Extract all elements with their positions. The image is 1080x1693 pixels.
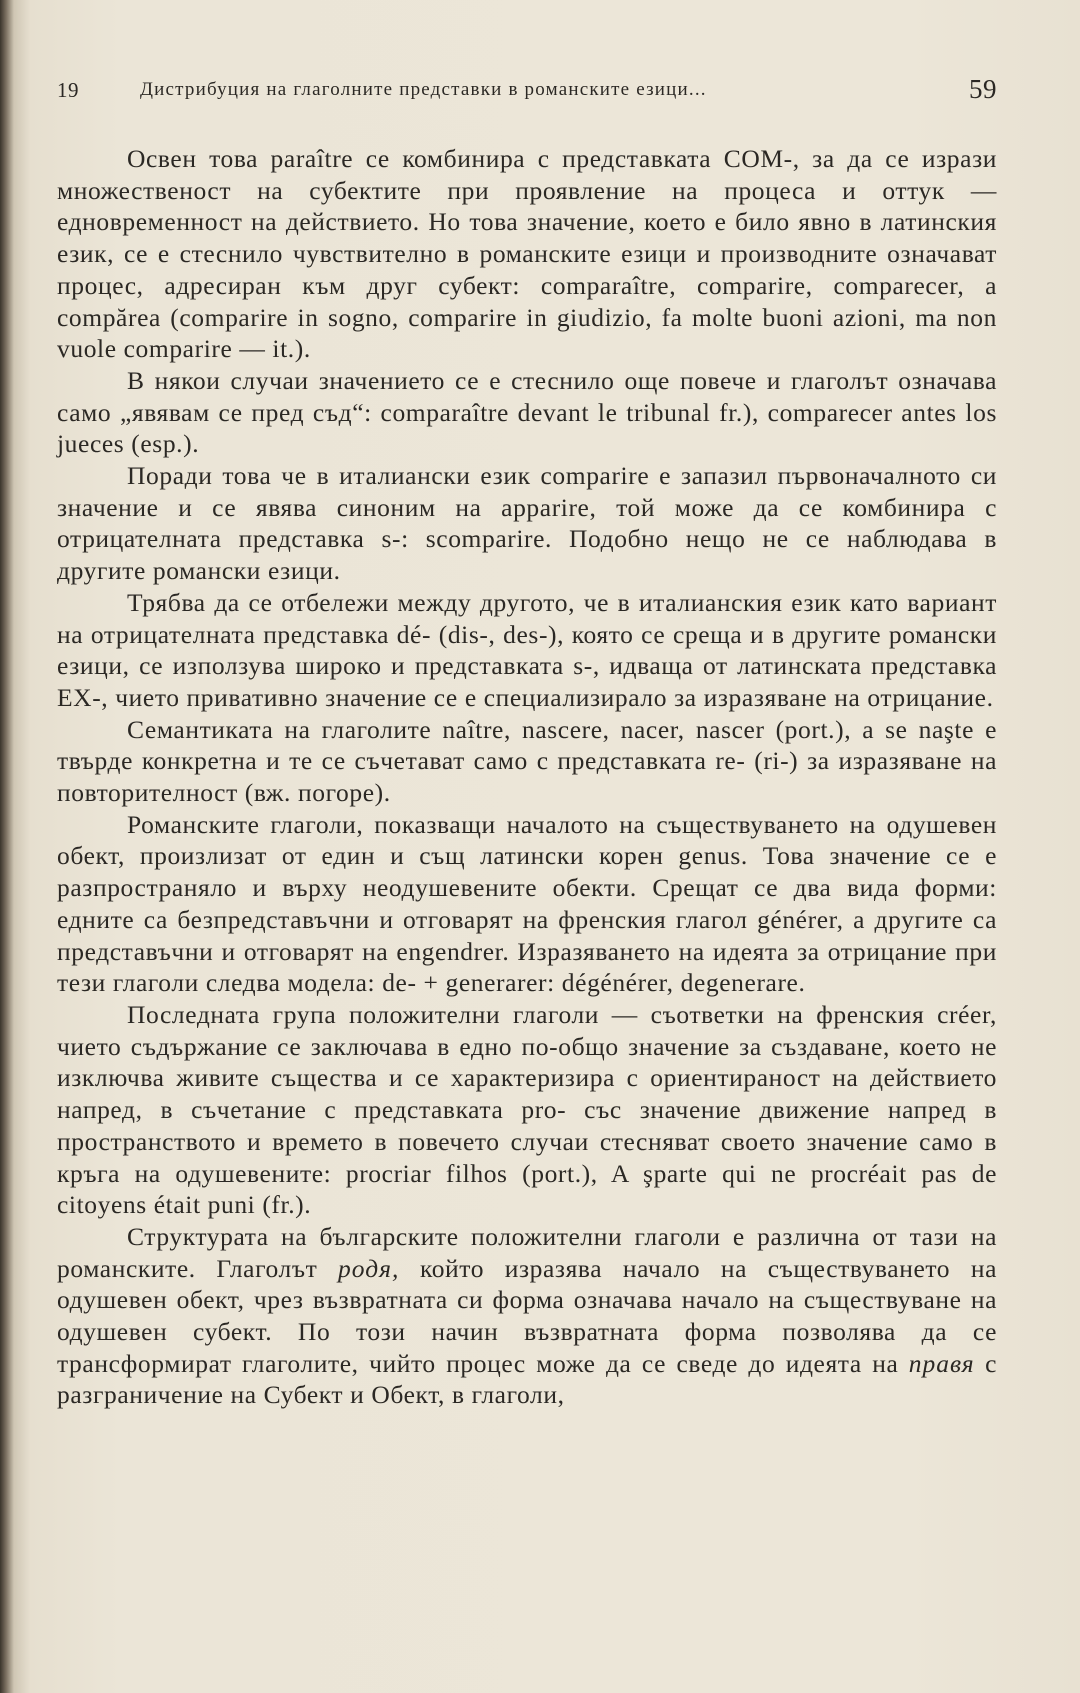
italic-word-pravya: правя xyxy=(908,1348,975,1378)
paragraph-1: Освен това paraître се комбинира с представката COM-, за да се изрази множественост на субектите при проявление на процеса и оттук — едновременност на действието. Но това значение, което е било явно в латинския език, се е стеснило чувствително в романските езици и производните означават процес, адресиран към друг субект: comparaître, comparire, comparecer, a compărea (comparire in sogno, comparire in giudizio, fa molte buoni azioni, ma non vuole comparire — it.). xyxy=(57,144,997,364)
page-number: 59 xyxy=(969,74,997,104)
header-left-number: 19 xyxy=(57,78,79,102)
paragraph-3: Поради това че в италиански език comparire е запазил първоначалното си значение и се явява синоним на apparire, той може да се комбинира с отрицателната представка s-: scomparire. Подобно нещо не се наблюдава в другите романски езици. xyxy=(57,461,997,586)
paragraph-7: Последната група положителни глаголи — съответки на френския créer, чието съдържание се заключава в едно по-общо значение за създаване, което не изключва живите същества и се характеризира с ориентираност на действието напред, в съчетание с представката pro- със значение движение напред в пространството и времето в повечето случаи стесняват своето значение само в кръга на одушевените: procriar filhos (port.), A şparte qui ne procréait pas de citoyens était puni (fr.). xyxy=(57,999,997,1220)
paragraph-8-text-1: Структурата на българските положителни глаголи е различна от тази на романските. Глаголът xyxy=(57,1221,997,1283)
paragraph-8 xyxy=(57,1221,997,1411)
running-header xyxy=(57,70,997,110)
paragraph-8-text-3: с разграничение на Субект и Обект, в глаголи, xyxy=(57,1348,997,1410)
paragraph-5: Семантиката на глаголите naître, nascere, nacer, nascer (port.), a se naşte е твърде конкретна и те се съчетават само с представката re- (ri-) за изразяване на повторителност (вж. погоре). xyxy=(57,714,997,808)
paragraph-4: Трябва да се отбележи между другото, че в италианския език като вариант на отрицателната представка dé- (dis-, des-), която се среща и в другите романски езици, се използува широко и представката s-, идваща от латинската представка EX-, чието привативно значение се е специализирало за изразяване на отрицание. xyxy=(57,587,997,712)
paragraph-2: В някои случаи значението се е стеснило още повече и глаголът означава само „явявам се пред съд“: comparaître devant le tribunal fr.), comparecer antes los jueces (esp.). xyxy=(57,365,997,459)
running-title: Дистрибуция на глаголните представки в романските езици... xyxy=(140,79,707,100)
italic-word-rodya: родя, xyxy=(338,1253,400,1283)
paragraph-6: Романските глаголи, показващи началото на съществуването на одушевен обект, произлизат от един и същ латински корен genus. Това значение се е разпространяло и върху неодушевените обекти. Срещат се два вида форми: едните са безпредставъчни и отговарят на френския глагол générer, а другите са представъчни и отговарят на engendrer. Изразяването на идеята за отрицание при тези глаголи следва модела: de- + generarer: dégénérer, degenerare. xyxy=(57,809,997,998)
body-text xyxy=(57,143,997,1411)
paragraph-8-text-2: който изразява начало на съществуването на одушевен обект, чрез възвратната си форма означава начало на съществуване на одушевен субект. По този начин възвратната форма позволява да се трансформират глаголите, чийто процес може да се сведе до идеята на xyxy=(57,1253,997,1378)
